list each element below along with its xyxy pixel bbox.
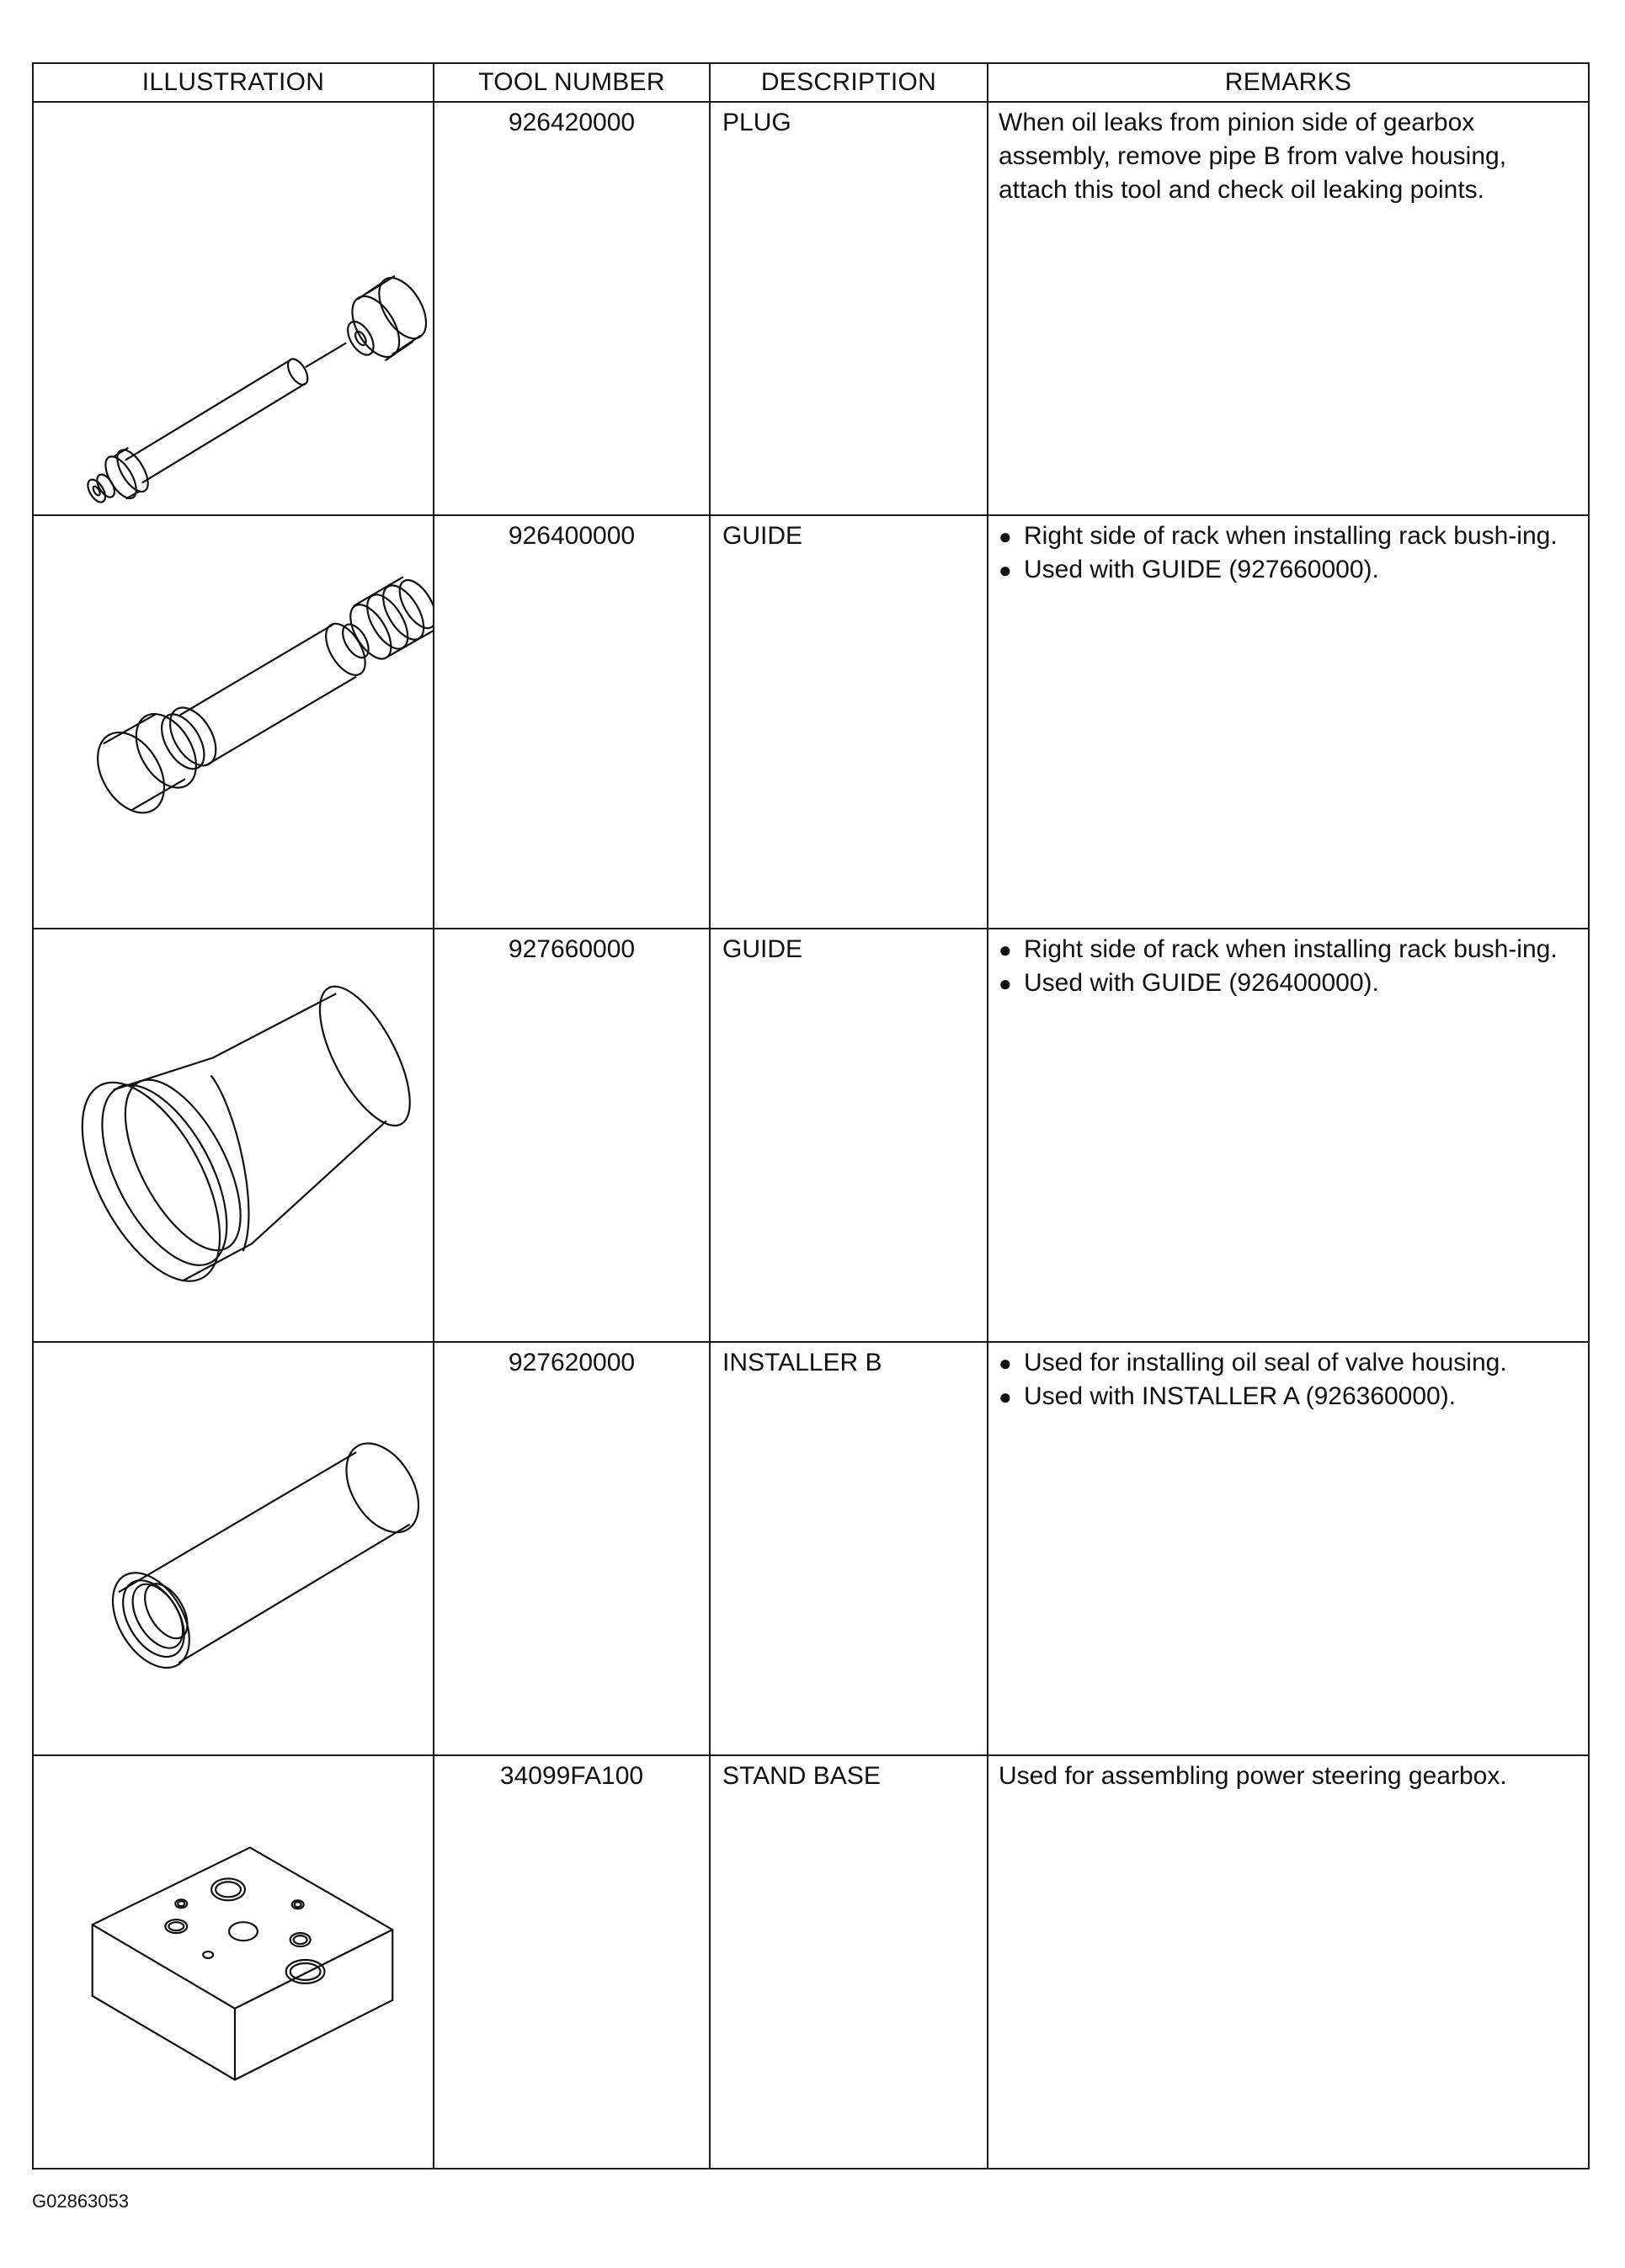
bullet-icon: ● bbox=[999, 524, 1012, 549]
bullet-icon: ● bbox=[999, 557, 1012, 583]
table-row bbox=[33, 515, 1589, 929]
remarks-list bbox=[999, 1346, 1574, 1414]
description-cell: PLUG bbox=[710, 102, 988, 515]
illustration-cell bbox=[33, 929, 434, 1342]
illustration-cell bbox=[33, 1342, 434, 1755]
remarks-text: Used for installing oil seal of valve housing. bbox=[1024, 1349, 1507, 1376]
table-row bbox=[33, 102, 1589, 515]
remarks-list bbox=[999, 519, 1574, 587]
plug-tool-illustration bbox=[34, 103, 433, 511]
installer-tube-illustration bbox=[34, 1343, 433, 1751]
special-tools-table bbox=[32, 62, 1590, 2170]
guide-sleeve-illustration bbox=[34, 929, 433, 1338]
tool-number-cell: 926400000 bbox=[434, 515, 710, 929]
figure-code: G02863053 bbox=[32, 2191, 129, 2212]
remarks-cell bbox=[988, 1342, 1589, 1755]
tool-number-cell: 927620000 bbox=[434, 1342, 710, 1755]
stand-base-illustration bbox=[34, 1756, 433, 2164]
tool-number-cell: 926420000 bbox=[434, 102, 710, 515]
table-row bbox=[33, 1342, 1589, 1755]
illustration-cell bbox=[33, 102, 434, 515]
tool-number-cell: 34099FA100 bbox=[434, 1755, 710, 2169]
remarks-item bbox=[999, 1346, 1574, 1380]
bullet-icon: ● bbox=[999, 937, 1012, 962]
remarks-item bbox=[999, 1380, 1574, 1414]
bullet-icon: ● bbox=[999, 971, 1012, 996]
header-illustration: ILLUSTRATION bbox=[33, 63, 434, 102]
tool-number-cell: 927660000 bbox=[434, 929, 710, 1342]
remarks-text: Right side of rack when installing rack bush-ing. bbox=[1024, 935, 1558, 963]
description-cell: INSTALLER B bbox=[710, 1342, 988, 1755]
remarks-cell: Used for assembling power steering gearbox. bbox=[988, 1755, 1589, 2169]
header-description: DESCRIPTION bbox=[710, 63, 988, 102]
header-tool-number: TOOL NUMBER bbox=[434, 63, 710, 102]
description-cell: GUIDE bbox=[710, 515, 988, 929]
bullet-icon: ● bbox=[999, 1384, 1012, 1409]
table-row bbox=[33, 929, 1589, 1342]
remarks-text: Used with GUIDE (927660000). bbox=[1024, 556, 1379, 583]
remarks-cell bbox=[988, 929, 1589, 1342]
remarks-item bbox=[999, 933, 1574, 966]
remarks-item bbox=[999, 966, 1574, 1000]
illustration-cell bbox=[33, 515, 434, 929]
guide-rod-illustration bbox=[34, 516, 433, 924]
remarks-text: Right side of rack when installing rack bush-ing. bbox=[1024, 522, 1558, 550]
remarks-item bbox=[999, 519, 1574, 553]
table-row bbox=[33, 1755, 1589, 2169]
description-cell: STAND BASE bbox=[710, 1755, 988, 2169]
remarks-cell bbox=[988, 515, 1589, 929]
remarks-text: Used with GUIDE (926400000). bbox=[1024, 969, 1379, 997]
remarks-item bbox=[999, 553, 1574, 587]
header-remarks: REMARKS bbox=[988, 63, 1589, 102]
description-cell: GUIDE bbox=[710, 929, 988, 1342]
remarks-text: Used with INSTALLER A (926360000). bbox=[1024, 1382, 1457, 1410]
remarks-cell: When oil leaks from pinion side of gearbox assembly, remove pipe B from valve housing, attach this tool and check oil leaking points. bbox=[988, 102, 1589, 515]
illustration-cell bbox=[33, 1755, 434, 2169]
remarks-list bbox=[999, 933, 1574, 1000]
bullet-icon: ● bbox=[999, 1350, 1012, 1376]
table-header-row bbox=[33, 63, 1589, 102]
